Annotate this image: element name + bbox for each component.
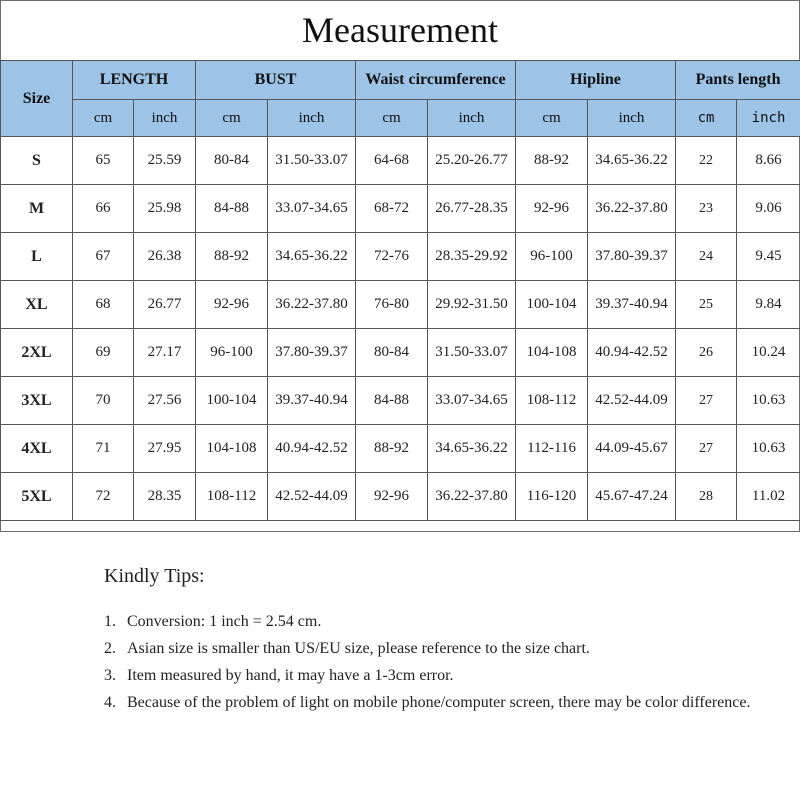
column-group-header: Hipline (516, 61, 676, 100)
size-label: S (1, 137, 73, 185)
table-cell: 9.06 (737, 185, 800, 233)
table-cell: 33.07-34.65 (268, 185, 356, 233)
tip-number: 2. (104, 640, 116, 657)
size-label: 5XL (1, 473, 73, 521)
table-cell: 84-88 (356, 377, 428, 425)
table-cell: 72 (73, 473, 134, 521)
unit-header: cm (516, 100, 588, 137)
table-cell: 28.35-29.92 (428, 233, 516, 281)
unit-header: cm (356, 100, 428, 137)
table-cell: 80-84 (196, 137, 268, 185)
table-row (1, 281, 800, 329)
table-cell: 44.09-45.67 (588, 425, 676, 473)
table-cell: 27.95 (134, 425, 196, 473)
table-cell: 25 (676, 281, 737, 329)
column-group-header: LENGTH (73, 61, 196, 100)
table-cell: 65 (73, 137, 134, 185)
tip-item (104, 662, 784, 689)
table-cell: 92-96 (196, 281, 268, 329)
table-row (1, 377, 800, 425)
unit-header: inch (588, 100, 676, 137)
size-label: XL (1, 281, 73, 329)
tip-item (104, 689, 784, 716)
table-row (1, 473, 800, 521)
page-title: Measurement (302, 10, 498, 50)
table-cell: 10.63 (737, 377, 800, 425)
table-cell: 27 (676, 377, 737, 425)
table-row (1, 137, 800, 185)
table-cell: 26.77-28.35 (428, 185, 516, 233)
column-group-header: BUST (196, 61, 356, 100)
table-cell: 64-68 (356, 137, 428, 185)
table-cell: 71 (73, 425, 134, 473)
table-cell: 112-116 (516, 425, 588, 473)
unit-header: cm (73, 100, 134, 137)
table-cell: 104-108 (516, 329, 588, 377)
table-cell: 39.37-40.94 (588, 281, 676, 329)
table-cell: 100-104 (196, 377, 268, 425)
table-cell: 26 (676, 329, 737, 377)
table-row (1, 329, 800, 377)
table-cell: 72-76 (356, 233, 428, 281)
table-cell: 42.52-44.09 (588, 377, 676, 425)
table-cell: 28.35 (134, 473, 196, 521)
table-cell: 39.37-40.94 (268, 377, 356, 425)
unit-header: inch (428, 100, 516, 137)
table-cell: 29.92-31.50 (428, 281, 516, 329)
tips-title: Kindly Tips: (104, 565, 205, 587)
table-row (1, 185, 800, 233)
table-cell: 88-92 (356, 425, 428, 473)
kindly-tips (104, 565, 784, 716)
size-label: M (1, 185, 73, 233)
table-cell: 37.80-39.37 (268, 329, 356, 377)
table-cell: 66 (73, 185, 134, 233)
table-cell: 100-104 (516, 281, 588, 329)
unit-header: inch (134, 100, 196, 137)
table-cell: 8.66 (737, 137, 800, 185)
size-label: 2XL (1, 329, 73, 377)
table-cell: 34.65-36.22 (428, 425, 516, 473)
unit-header: cm (676, 100, 737, 137)
table-cell: 108-112 (196, 473, 268, 521)
unit-header: inch (737, 100, 800, 137)
tip-item (104, 635, 784, 662)
tip-number: 4. (104, 694, 116, 711)
unit-header: inch (268, 100, 356, 137)
table-cell: 24 (676, 233, 737, 281)
table-cell: 33.07-34.65 (428, 377, 516, 425)
table-cell: 28 (676, 473, 737, 521)
table-cell: 10.24 (737, 329, 800, 377)
table-cell: 25.59 (134, 137, 196, 185)
table-cell: 25.98 (134, 185, 196, 233)
table-cell: 116-120 (516, 473, 588, 521)
table-cell: 40.94-42.52 (268, 425, 356, 473)
table-cell: 23 (676, 185, 737, 233)
size-label: 3XL (1, 377, 73, 425)
table-cell: 92-96 (516, 185, 588, 233)
table-cell: 67 (73, 233, 134, 281)
table-cell: 96-100 (516, 233, 588, 281)
table-cell: 69 (73, 329, 134, 377)
unit-header: cm (196, 100, 268, 137)
table-cell: 45.67-47.24 (588, 473, 676, 521)
tip-text: Conversion: 1 inch = 2.54 cm. (127, 613, 322, 630)
table-cell: 34.65-36.22 (268, 233, 356, 281)
tip-text: Item measured by hand, it may have a 1-3cm error. (127, 667, 454, 684)
table-cell: 36.22-37.80 (268, 281, 356, 329)
table-cell: 26.38 (134, 233, 196, 281)
table-cell: 36.22-37.80 (588, 185, 676, 233)
table-cell: 108-112 (516, 377, 588, 425)
table-cell: 34.65-36.22 (588, 137, 676, 185)
table-cell: 68-72 (356, 185, 428, 233)
table-cell: 9.45 (737, 233, 800, 281)
column-group-header: Waist circumference (356, 61, 516, 100)
size-chart-table (0, 60, 800, 521)
column-group-header: Pants length (676, 61, 800, 100)
size-header: Size (1, 61, 73, 137)
table-cell: 37.80-39.37 (588, 233, 676, 281)
size-label: L (1, 233, 73, 281)
table-cell: 9.84 (737, 281, 800, 329)
table-row (1, 425, 800, 473)
table-cell: 92-96 (356, 473, 428, 521)
table-cell: 88-92 (516, 137, 588, 185)
tips-list (104, 608, 784, 716)
tip-number: 3. (104, 667, 116, 684)
table-cell: 31.50-33.07 (268, 137, 356, 185)
tip-number: 1. (104, 613, 116, 630)
table-cell: 10.63 (737, 425, 800, 473)
table-row (1, 233, 800, 281)
table-cell: 76-80 (356, 281, 428, 329)
table-cell: 96-100 (196, 329, 268, 377)
table-cell: 11.02 (737, 473, 800, 521)
table-cell: 42.52-44.09 (268, 473, 356, 521)
table-cell: 70 (73, 377, 134, 425)
table-cell: 27.56 (134, 377, 196, 425)
table-cell: 26.77 (134, 281, 196, 329)
table-cell: 104-108 (196, 425, 268, 473)
table-cell: 22 (676, 137, 737, 185)
tip-item (104, 608, 784, 635)
table-cell: 84-88 (196, 185, 268, 233)
size-label: 4XL (1, 425, 73, 473)
table-cell: 36.22-37.80 (428, 473, 516, 521)
table-cell: 80-84 (356, 329, 428, 377)
table-cell: 68 (73, 281, 134, 329)
tip-text: Because of the problem of light on mobile phone/computer screen, there may be color difference. (127, 694, 751, 711)
table-cell: 27.17 (134, 329, 196, 377)
table-cell: 88-92 (196, 233, 268, 281)
table-cell: 25.20-26.77 (428, 137, 516, 185)
tip-text: Asian size is smaller than US/EU size, please reference to the size chart. (127, 640, 590, 657)
table-cell: 40.94-42.52 (588, 329, 676, 377)
table-cell: 31.50-33.07 (428, 329, 516, 377)
table-cell: 27 (676, 425, 737, 473)
